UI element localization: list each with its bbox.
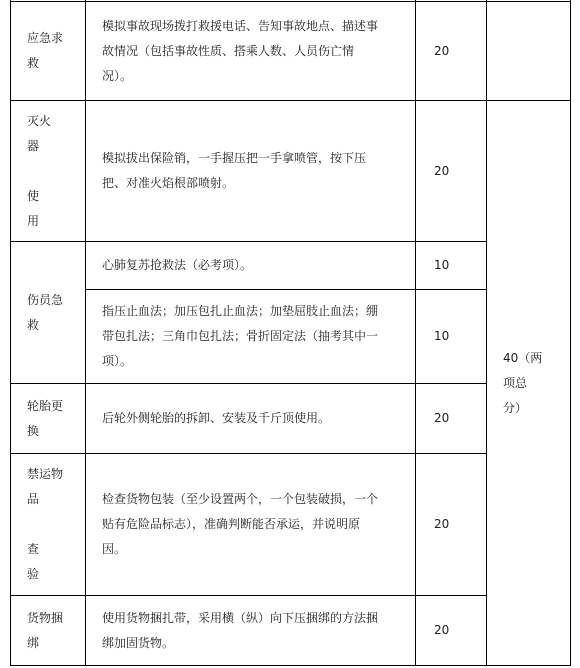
total-score-cell-top (487, 2, 571, 101)
item-description: 使用货物捆扎带，采用横（纵）向下压捆绑的方法捆 绑加固货物。 (86, 596, 416, 666)
item-description: 指压止血法；加压包扎止血法；加垫屈肢止血法；绷 带包扎法；三角巾包扎法；骨折固定法（抽考其中一 项）。 (86, 290, 416, 384)
item-score: 20 (416, 454, 487, 596)
item-description: 检查货物包装（至少设置两个，一个包装破损，一个 贴有危险品标志），准确判断能否承运，并说明原 因。 (86, 454, 416, 596)
total-score-cell: 40（两 项总 分） (487, 101, 571, 666)
item-score: 20 (416, 2, 487, 101)
item-score: 20 (416, 596, 487, 666)
item-name: 禁运物 品 查 验 (11, 454, 86, 596)
table-row (11, 2, 571, 101)
item-name: 轮胎更 换 (11, 384, 86, 454)
item-name: 应急求 救 (11, 2, 86, 101)
item-name: 货物捆 绑 (11, 596, 86, 666)
table-row (11, 101, 571, 242)
item-name: 灭火 器 使 用 (11, 101, 86, 242)
item-score: 20 (416, 384, 487, 454)
item-score: 10 (416, 242, 487, 290)
item-score: 10 (416, 290, 487, 384)
exam-score-table (10, 0, 571, 666)
item-score: 20 (416, 101, 487, 242)
item-description: 后轮外侧轮胎的拆卸、安装及千斤顶使用。 (86, 384, 416, 454)
item-description: 模拟事故现场拨打救援电话、告知事故地点、描述事 故情况（包括事故性质、搭乘人数、人员伤亡情 况）。 (86, 2, 416, 101)
item-description: 心肺复苏抢救法（必考项）。 (86, 242, 416, 290)
item-name: 伤员急 救 (11, 242, 86, 384)
item-description: 模拟拔出保险销，一手握压把一手拿喷管，按下压 把、对准火焰根部喷射。 (86, 101, 416, 242)
